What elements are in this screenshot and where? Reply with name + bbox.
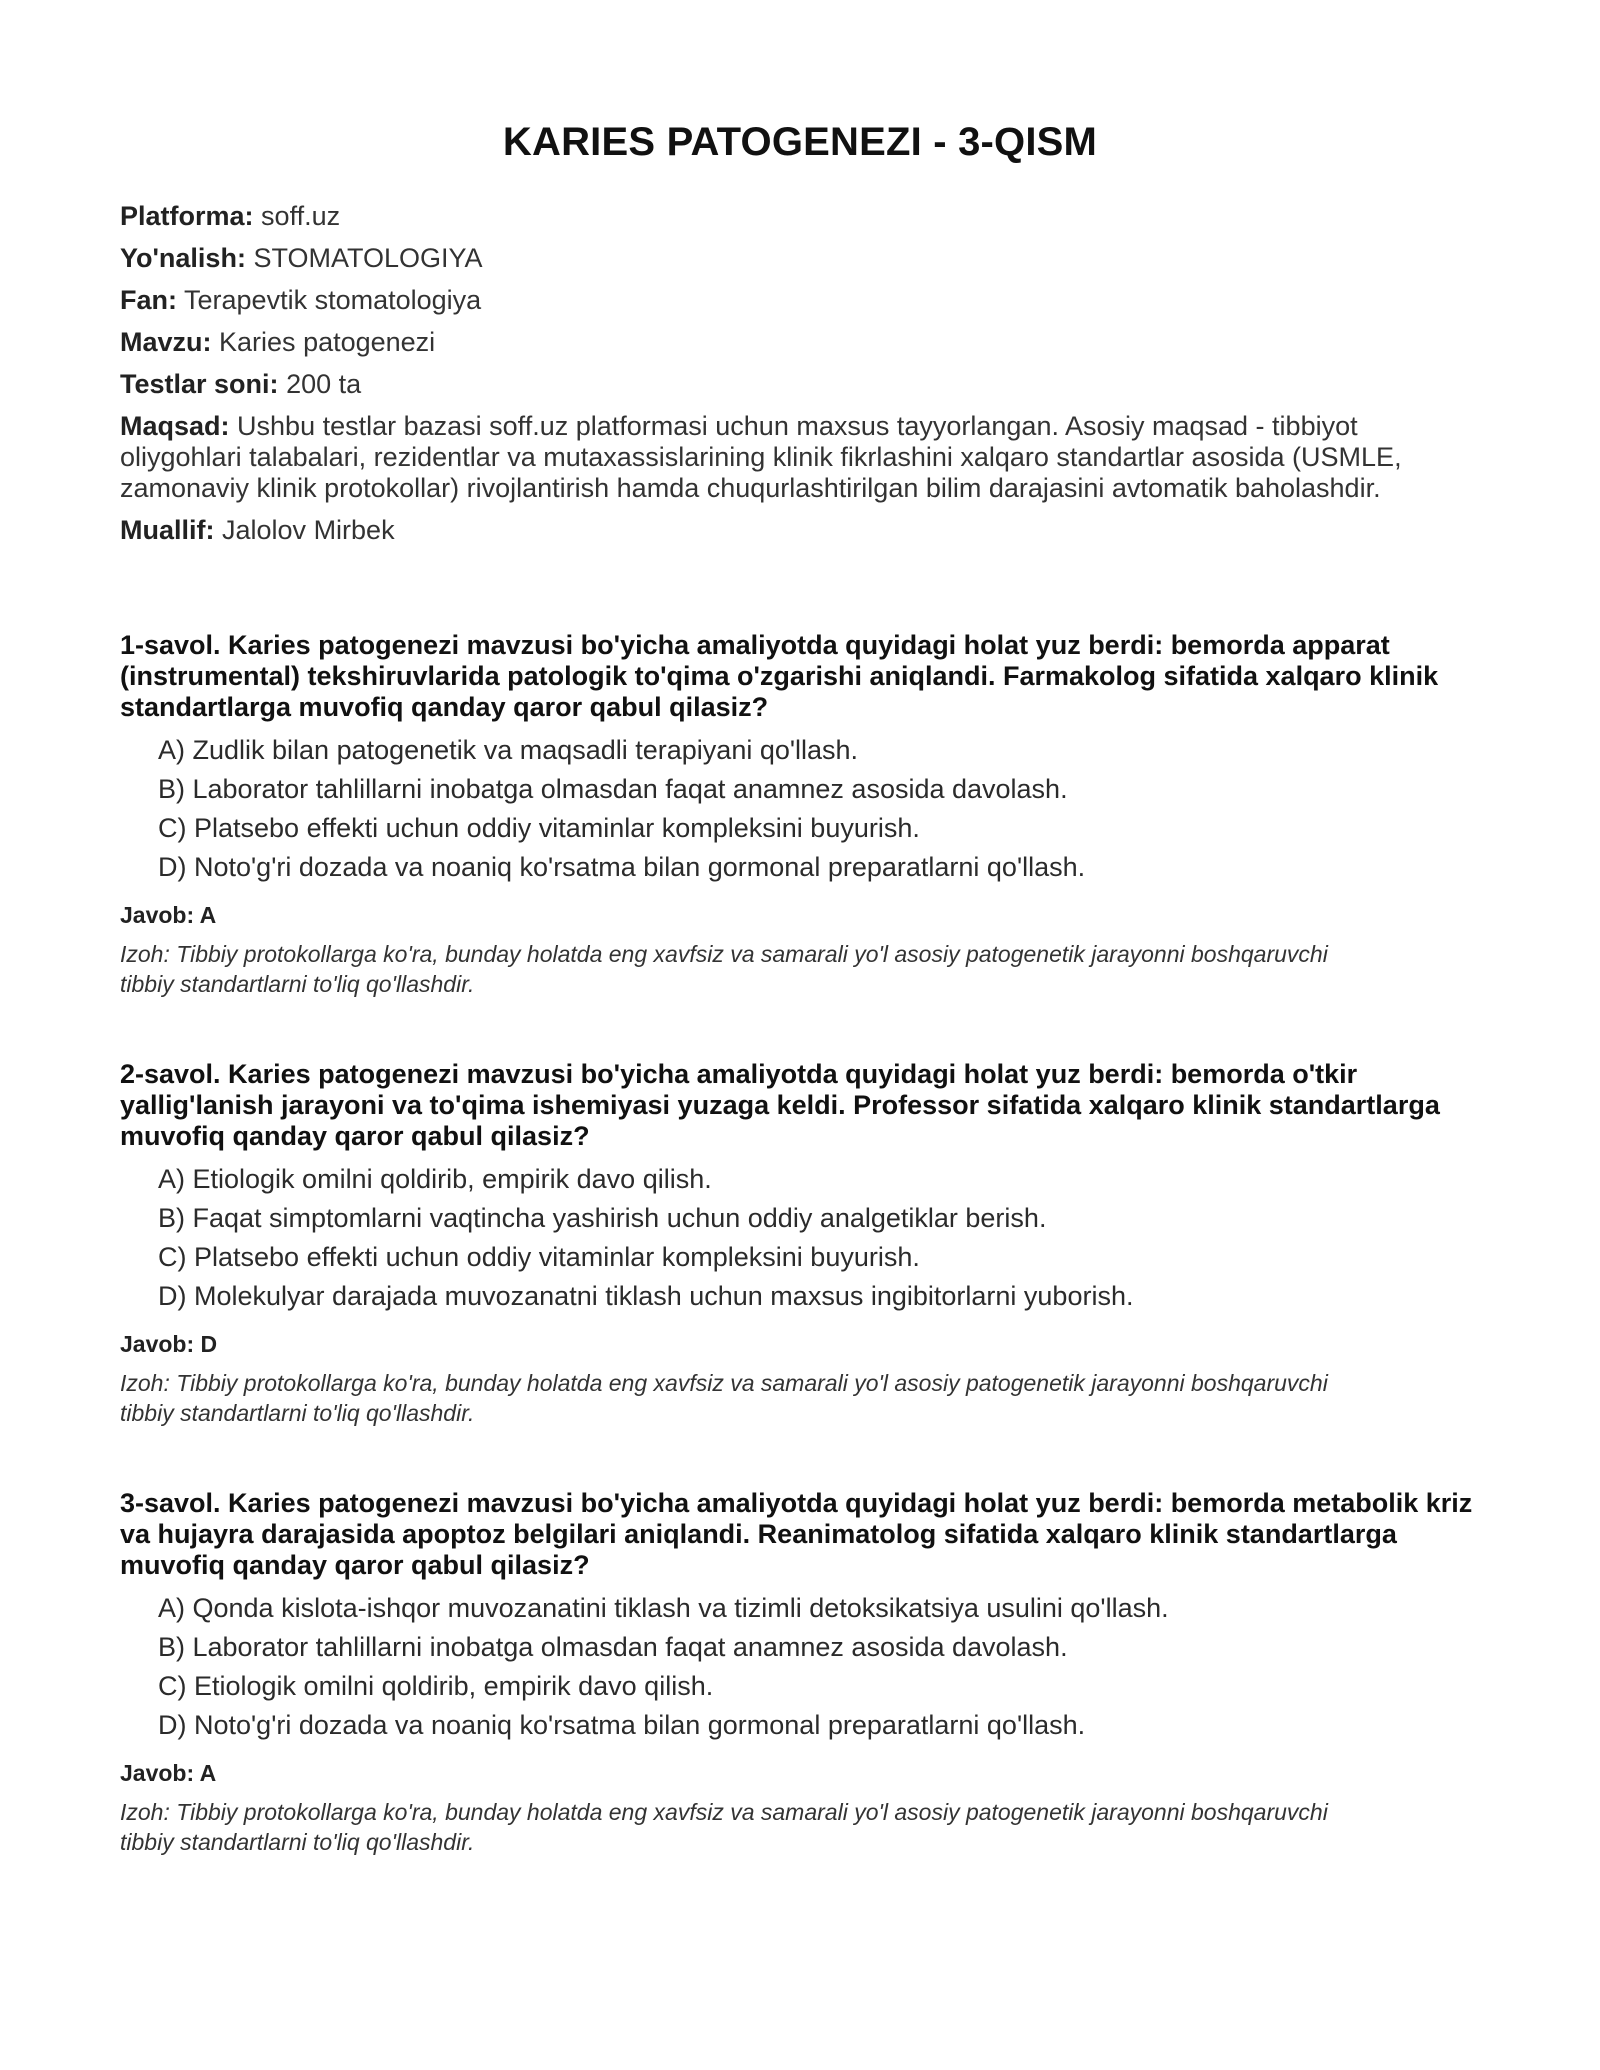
meta-goal xyxy=(120,411,1480,504)
meta-goal-label: Maqsad: xyxy=(120,411,230,441)
question-text: 3-savol. Karies patogenezi mavzusi bo'yicha amaliyotda quyidagi holat yuz berdi: bemorda metabolik kriz va hujayra darajasida apoptoz belgilari aniqlandi. Reanimatolog sifatida xalqaro klinik standartlarga muvofiq qanday qaror qabul qilasiz? xyxy=(120,1488,1473,1580)
meta-direction-label: Yo'nalish: xyxy=(120,243,246,273)
meta-author-value: Jalolov Mirbek xyxy=(222,515,395,545)
question-text: 2-savol. Karies patogenezi mavzusi bo'yicha amaliyotda quyidagi holat yuz berdi: bemorda o'tkir yallig'lanish jarayoni va to'qima ishemiyasi yuzaga keldi. Professor sifatida xalqaro klinik standartlarga muvofiq qanday qaror qabul qilasiz? xyxy=(120,1059,1440,1151)
meta-topic-label: Mavzu: xyxy=(120,327,212,357)
option-c: C) Etiologik omilni qoldirib, empirik davo qilish. xyxy=(158,1671,714,1701)
option-a: A) Etiologik omilni qoldirib, empirik davo qilish. xyxy=(158,1164,712,1194)
option-c: C) Platsebo effekti uchun oddiy vitaminlar kompleksini buyurish. xyxy=(158,813,920,843)
meta-direction-value: STOMATOLOGIYA xyxy=(253,243,483,273)
questions-list xyxy=(120,630,1480,1857)
meta-subject-value: Terapevtik stomatologiya xyxy=(184,285,482,315)
option-d: D) Noto'g'ri dozada va noaniq ko'rsatma bilan gormonal preparatlarni qo'llash. xyxy=(158,852,1086,882)
question-1 xyxy=(120,630,1480,999)
document-title: KARIES PATOGENEZI - 3-QISM xyxy=(502,120,1098,164)
correct-answer: Javob: D xyxy=(120,1331,218,1357)
question-text: 1-savol. Karies patogenezi mavzusi bo'yicha amaliyotda quyidagi holat yuz berdi: bemorda apparat (instrumental) tekshiruvlarida patologik to'qima o'zgarishi aniqlandi. Farmakolog sifatida xalqaro klinik standartlarga muvofiq qanday qaror qabul qilasiz? xyxy=(120,630,1439,722)
question-2 xyxy=(120,1059,1480,1428)
correct-answer: Javob: A xyxy=(120,1760,217,1786)
option-d: D) Molekulyar darajada muvozanatni tiklash uchun maxsus ingibitorlarni yuborish. xyxy=(158,1281,1134,1311)
metadata-block xyxy=(120,201,1480,546)
meta-platform-value: soff.uz xyxy=(261,201,341,231)
meta-test-count xyxy=(120,369,1480,400)
meta-platform xyxy=(120,201,1480,232)
meta-topic-value: Karies patogenezi xyxy=(219,327,436,357)
correct-answer: Javob: A xyxy=(120,902,217,928)
option-b: B) Faqat simptomlarni vaqtincha yashirish uchun oddiy analgetiklar berish. xyxy=(158,1203,1047,1233)
meta-topic xyxy=(120,327,1480,358)
meta-author-label: Muallif: xyxy=(120,515,215,545)
answer-options xyxy=(120,1164,1480,1312)
meta-test-count-value: 200 ta xyxy=(286,369,362,399)
meta-direction xyxy=(120,243,1480,274)
option-d: D) Noto'g'ri dozada va noaniq ko'rsatma bilan gormonal preparatlarni qo'llash. xyxy=(158,1710,1086,1740)
option-b: B) Laborator tahlillarni inobatga olmasdan faqat anamnez asosida davolash. xyxy=(158,774,1068,804)
question-3 xyxy=(120,1488,1480,1857)
meta-platform-label: Platforma: xyxy=(120,201,254,231)
meta-subject xyxy=(120,285,1480,316)
meta-subject-label: Fan: xyxy=(120,285,177,315)
meta-author xyxy=(120,515,1480,546)
explanation-note: Izoh: Tibbiy protokollarga ko'ra, bunday holatda eng xavfsiz va samarali yo'l asosiy patogenetik jarayonni boshqaruvchi tibbiy standartlarni to'liq qo'llashdir. xyxy=(120,1370,1328,1426)
answer-options xyxy=(120,735,1480,883)
explanation-note: Izoh: Tibbiy protokollarga ko'ra, bunday holatda eng xavfsiz va samarali yo'l asosiy patogenetik jarayonni boshqaruvchi tibbiy standartlarni to'liq qo'llashdir. xyxy=(120,1799,1328,1855)
meta-goal-value: Ushbu testlar bazasi soff.uz platformasi uchun maxsus tayyorlangan. Asosiy maqsad - tibbiyot oliygohlari talabalari, rezidentlar va mutaxassislarining klinik fikrlashini xalqaro standartlar asosida (USMLE, zamonaviy klinik protokollar) rivojlantirish hamda chuqurlashtirilgan bilim darajasini avtomatik baholashdir. xyxy=(120,411,1402,503)
option-a: A) Zudlik bilan patogenetik va maqsadli terapiyani qo'llash. xyxy=(158,735,859,765)
meta-test-count-label: Testlar soni: xyxy=(120,369,279,399)
answer-options xyxy=(120,1593,1480,1741)
option-c: C) Platsebo effekti uchun oddiy vitaminlar kompleksini buyurish. xyxy=(158,1242,920,1272)
option-a: A) Qonda kislota-ishqor muvozanatini tiklash va tizimli detoksikatsiya usulini qo'llash. xyxy=(158,1593,1169,1623)
explanation-note: Izoh: Tibbiy protokollarga ko'ra, bunday holatda eng xavfsiz va samarali yo'l asosiy patogenetik jarayonni boshqaruvchi tibbiy standartlarni to'liq qo'llashdir. xyxy=(120,941,1328,997)
option-b: B) Laborator tahlillarni inobatga olmasdan faqat anamnez asosida davolash. xyxy=(158,1632,1068,1662)
